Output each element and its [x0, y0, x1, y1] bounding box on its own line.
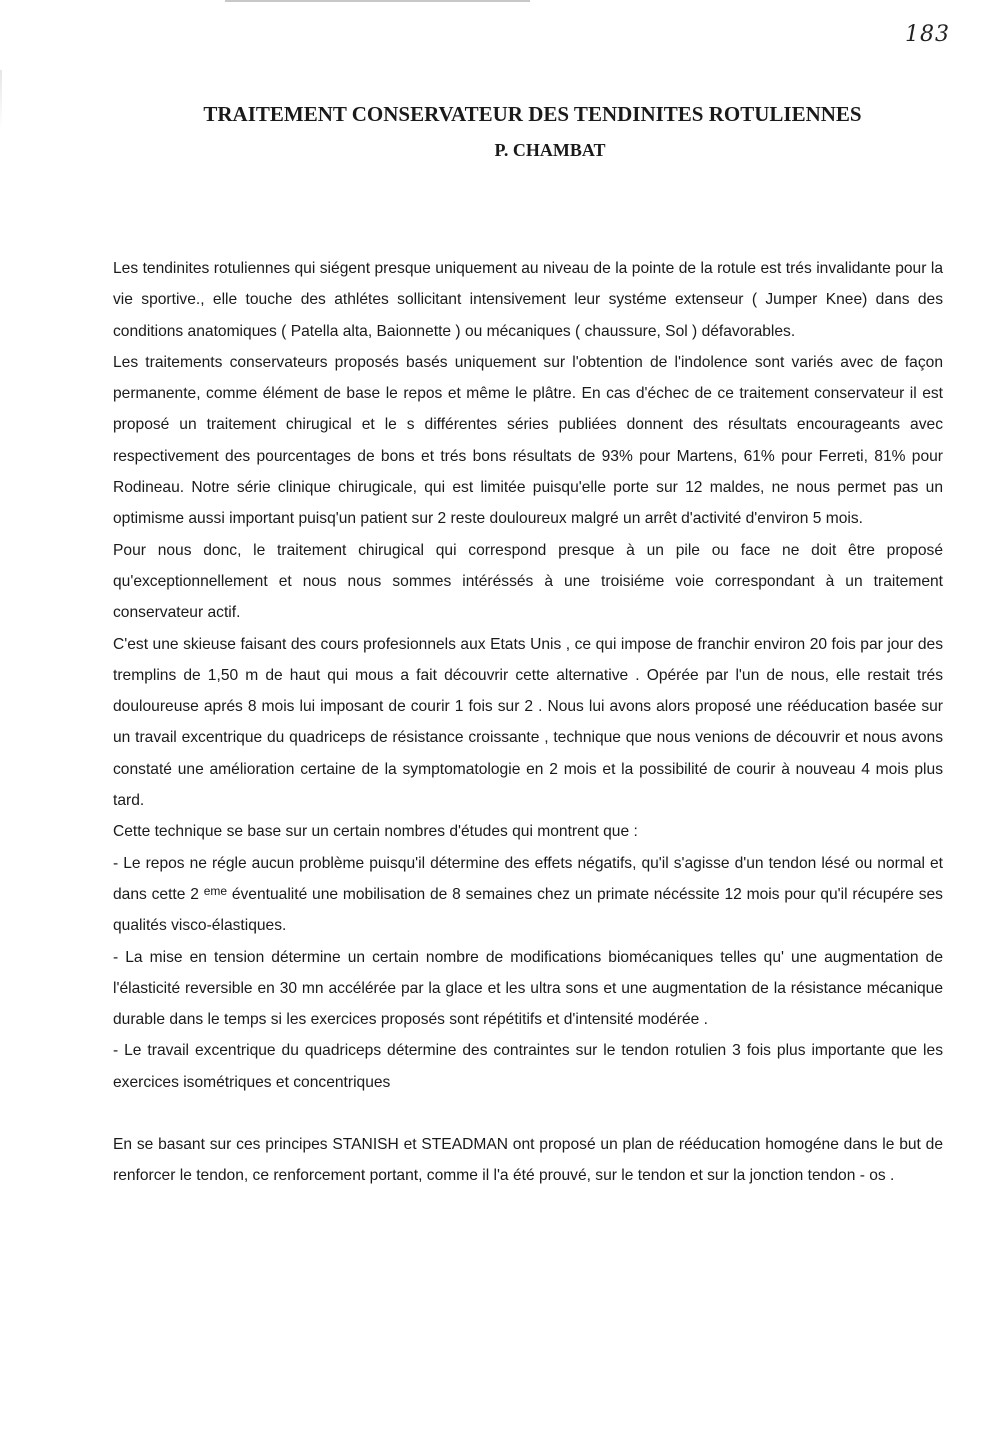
scan-top-line: [225, 0, 530, 2]
bullet-rest-text-a: - Le repos ne régle aucun problème puisqu'il détermine des effets négatifs, qu'il s'agisse d'un tendon lésé ou normal et dans cette 2: [113, 854, 943, 903]
page-number: 183: [905, 22, 950, 47]
paragraph-technique-basis: Cette technique se base sur un certain nombres d'études qui montrent que :: [113, 823, 638, 841]
bullet-eccentric: - Le travail excentrique du quadriceps détermine des contraintes sur le tendon rotulien 3 fois plus importante que les exercices isométriques et concentriques: [113, 1042, 943, 1091]
paragraph-intro: Les tendinites rotuliennes qui siégent presque uniquement au niveau de la pointe de la rotule est trés invalidante pour la vie sportive., elle touche des athlétes sollicitant intensivement leur systéme extenseur ( Jumper Knee) dans des conditions anatomiques ( Patella alta, Baionnette ) ou mécaniques ( chaussure, Sol ) défavorables.: [113, 260, 943, 340]
document-body: [113, 253, 943, 1192]
bullet-rest: [113, 848, 943, 942]
bullet-rest-superscript: eme: [203, 883, 228, 898]
paragraph-surgical-choice: Pour nous donc, le traitement chirugical qui correspond presque à un pile ou face ne doit être proposé qu'exceptionnellement et nous nous sommes intéréssés à une troisiéme voie correspondant à un traitement conservateur actif.: [113, 541, 943, 622]
bullet-tension: - La mise en tension détermine un certain nombre de modifications biomécaniques telles qu' une augmentation de l'élasticité reversible en 30 mn accélérée par la glace et les ultra sons et une augmentation de la résistance mécanique durable dans le temps si les exercices proposés sont répétitifs et d'intensité modérée .: [113, 948, 943, 1029]
paragraph-closing: En se basant sur ces principes STANISH et STEADMAN ont proposé un plan de rééducation homogéne dans le but de renforcer le tendon, ce renforcement portant, comme il l'a été prouvé, sur le tendon et sur la jonction tendon - os .: [113, 1136, 943, 1185]
bullet-rest-text-b: éventualité une mobilisation de 8 semaines chez un primate nécéssite 12 mois pour qu'il récupére ses qualités visco-élastiques.: [113, 885, 943, 935]
document-title: TRAITEMENT CONSERVATEUR DES TENDINITES ROTULIENNES: [203, 102, 862, 126]
paragraph-conservative-treatments: Les traitements conservateurs proposés basés uniquement sur l'obtention de l'indolence sont variés avec de façon permanente, comme élément de base le repos et même le plâtre. En cas d'échec de ce traitement conservateur il est proposé un traitement chirugical et le s différentes séries publiées donnent des résultats encourageants avec respectivement des pourcentages de bons et trés bons résultats de 93% pour Martens, 61% pour Ferreti, 81% pour Rodineau. Notre série clinique chirugicale, qui est limitée puisqu'elle porte sur 12 maldes, ne nous permet pas un optimisme aussi important puisq'un patient sur 2 reste douloureux malgré un arrêt d'activité d'environ 5 mois.: [113, 353, 943, 528]
author-name: P. CHAMBAT: [494, 140, 606, 160]
paragraph-case-skier: C'est une skieuse faisant des cours profesionnels aux Etats Unis , ce qui impose de franchir environ 20 fois par jour des tremplins de 1,50 m de haut qui mous a fait découvrir cette alternative . Opérée par l'un de nous, elle restait trés douloureuse aprés 8 mois lui imposant de courir 1 fois sur 2 . Nous lui avons alors proposé une rééducation basée sur un travail excentrique du quadriceps de résistance croissante , technique que nous venions de découvrir et nous avons constaté une amélioration certaine de la symptomatologie en 2 mois et la possibilité de courir à nouveau 4 mois plus tard.: [113, 635, 943, 810]
